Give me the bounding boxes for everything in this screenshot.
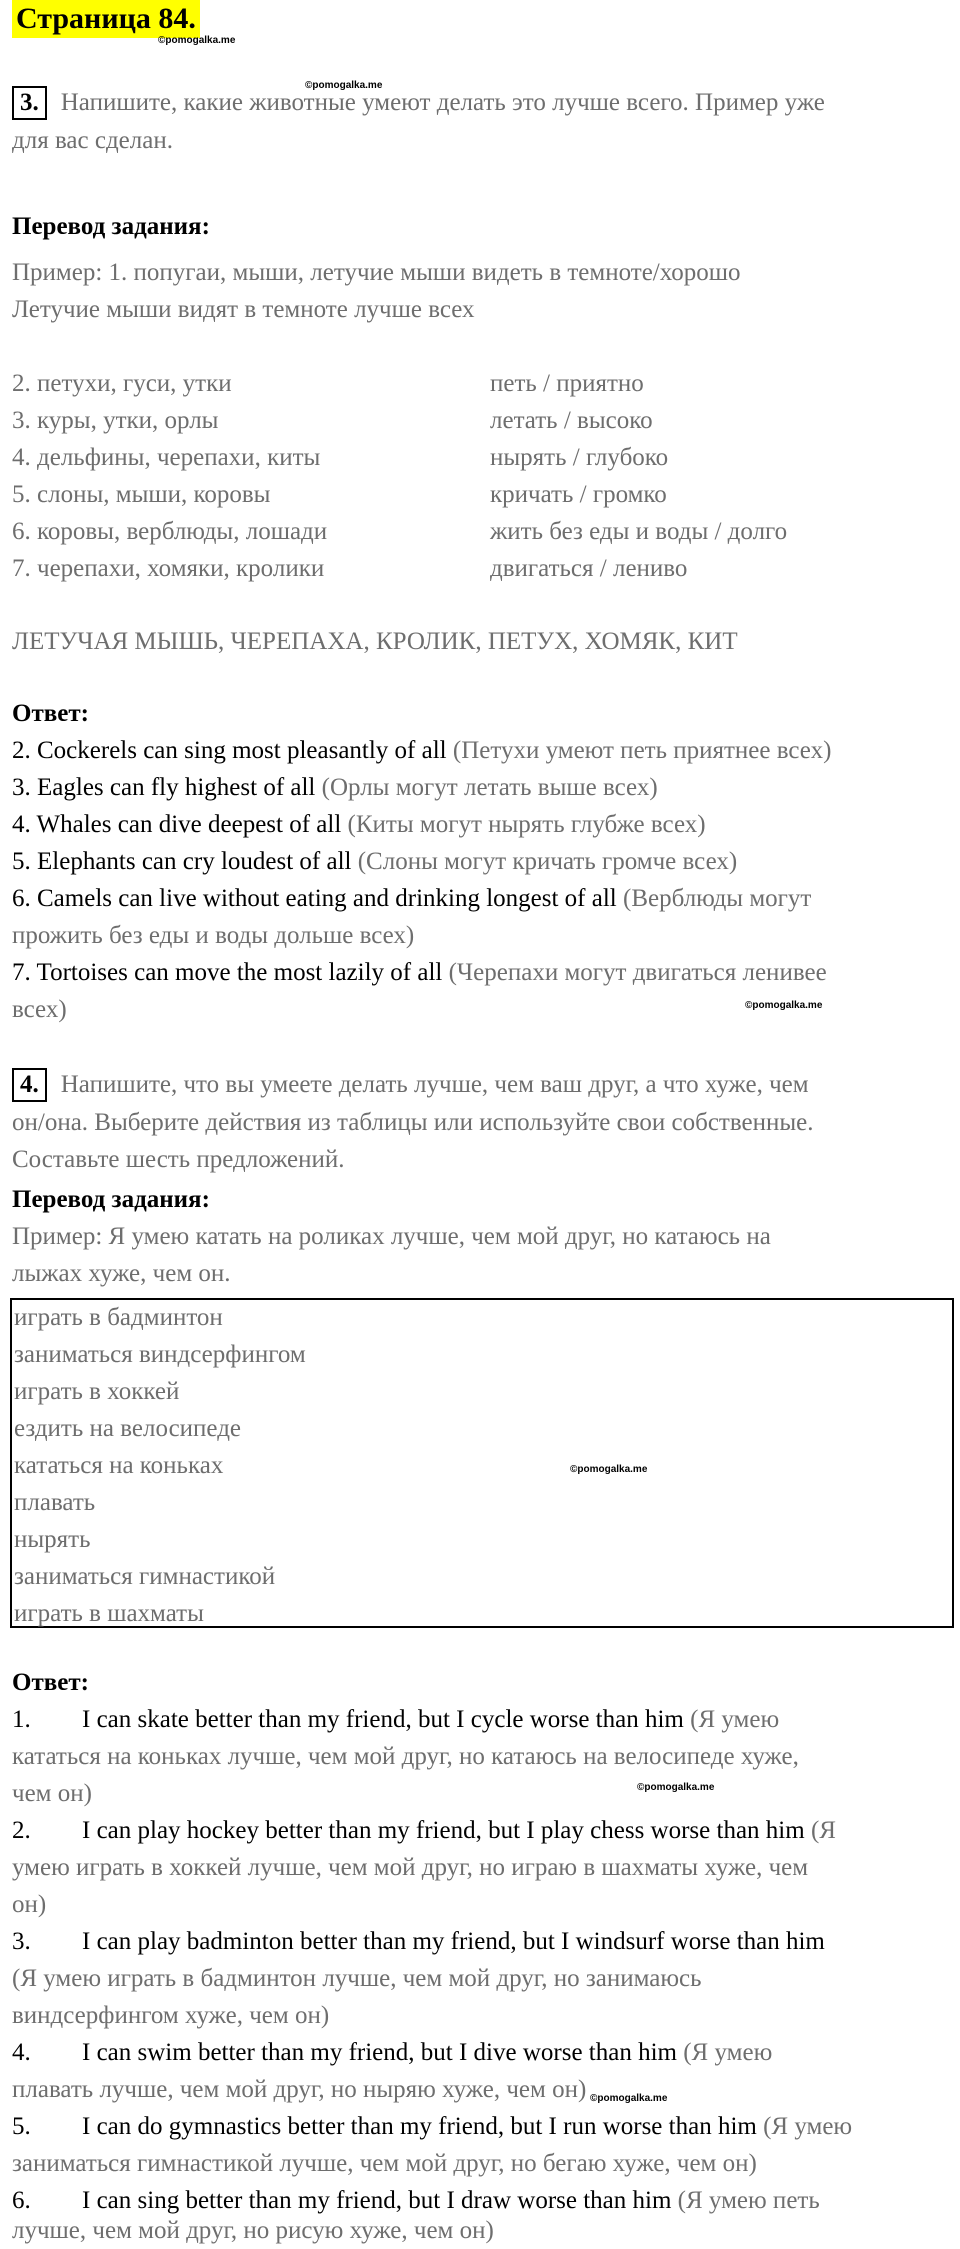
task3-item-action: летать / высоко (490, 407, 653, 434)
activities-table (10, 1298, 954, 1628)
answer-ru: (Верблюды могут (623, 885, 812, 912)
answer-en: 4. Whales can dive deepest of all (12, 811, 342, 838)
task3-answer-heading: Ответ: (12, 700, 89, 727)
task4-answer (12, 1701, 779, 1738)
answer-ru: (Петухи умеют петь приятнее всех) (452, 737, 832, 764)
answer-ru-continued: плавать лучше, чем мой друг, но ныряю хуже, чем он) (12, 2076, 587, 2103)
answer-ru: (Я (810, 1817, 836, 1844)
watermark: ©pomogalka.me (305, 80, 383, 91)
task3-item-action: нырять / глубоко (490, 444, 669, 471)
task3-example-line2: Летучие мыши видят в темноте лучше всех (12, 296, 475, 323)
task3-answer (12, 769, 658, 806)
answer-en: I can swim better than my friend, but I dive worse than him (82, 2039, 677, 2066)
task4-instruction (12, 1066, 809, 1103)
task3-number: 3. (12, 86, 47, 120)
task3-instruction-line2: для вас сделан. (12, 127, 173, 154)
task3-answer (12, 806, 706, 843)
watermark: ©pomogalka.me (570, 1464, 648, 1475)
answer-ru: (Я умею (683, 2039, 773, 2066)
task3-instruction (12, 84, 825, 121)
activity-item: играть в шахматы (14, 1600, 204, 1627)
answer-en: 3. Eagles can fly highest of all (12, 774, 316, 801)
answer-ru: (Я умею петь (677, 2187, 820, 2214)
task3-item-animals: 3. куры, утки, орлы (12, 407, 219, 434)
watermark: ©pomogalka.me (158, 35, 236, 46)
task3-word-bank: ЛЕТУЧАЯ МЫШЬ, ЧЕРЕПАХА, КРОЛИК, ПЕТУХ, ХОМЯК, КИТ (12, 628, 738, 655)
watermark: ©pomogalka.me (637, 1782, 715, 1793)
answer-en: I can play hockey better than my friend, but I play chess worse than him (82, 1817, 805, 1844)
task4-answer (12, 1923, 825, 1960)
answer-number: 2. (12, 1817, 31, 1844)
watermark: ©pomogalka.me (745, 1000, 823, 1011)
activity-item: играть в бадминтон (14, 1304, 223, 1331)
task3-item-animals: 2. петухи, гуси, утки (12, 370, 232, 397)
task3-example-line1: Пример: 1. попугаи, мыши, летучие мыши видеть в темноте/хорошо (12, 259, 741, 286)
answer-ru: (Черепахи могут двигаться ленивее (448, 959, 827, 986)
task3-answer (12, 843, 737, 880)
task3-item-action: жить без еды и воды / долго (490, 518, 788, 545)
answer-ru-continued: всех) (12, 996, 67, 1023)
answer-en: I can play badminton better than my friend, but I windsurf worse than him (82, 1928, 825, 1955)
task3-item-action: двигаться / лениво (490, 555, 688, 582)
task4-answer (12, 2108, 852, 2145)
answer-ru: (Я умею (690, 1706, 780, 1733)
answer-en: 2. Cockerels can sing most pleasantly of all (12, 737, 447, 764)
task3-instruction-line1: Напишите, какие животные умеют делать это лучше всего. Пример уже (60, 89, 825, 116)
task3-translation-heading: Перевод задания: (12, 213, 210, 240)
task4-number: 4. (12, 1068, 47, 1102)
answer-en: 5. Elephants can cry loudest of all (12, 848, 352, 875)
answer-ru-continued: лучше, чем мой друг, но рисую хуже, чем он) (12, 2217, 494, 2244)
answer-number: 3. (12, 1928, 31, 1955)
task4-instruction-line3: Составьте шесть предложений. (12, 1146, 345, 1173)
answer-ru-continued: кататься на коньках лучше, чем мой друг, но катаюсь на велосипеде хуже, (12, 1743, 799, 1770)
task3-answer (12, 880, 811, 917)
answer-number: 4. (12, 2039, 31, 2066)
activity-item: кататься на коньках (14, 1452, 224, 1479)
task3-answer (12, 732, 831, 769)
answer-ru-continued: он) (12, 1891, 47, 1918)
answer-ru-continued: чем он) (12, 1780, 92, 1807)
task4-example-line1: Пример: Я умею катать на роликах лучше, чем мой друг, но катаюсь на (12, 1223, 771, 1250)
activity-item: нырять (14, 1526, 91, 1553)
task3-answer (12, 954, 827, 991)
answer-ru: (Я умею (763, 2113, 853, 2140)
answer-ru-continued: виндсерфингом хуже, чем он) (12, 2002, 330, 2029)
task3-item-action: кричать / громко (490, 481, 667, 508)
activity-item: заниматься гимнастикой (14, 1563, 276, 1590)
answer-ru: (Слоны могут кричать громче всех) (357, 848, 738, 875)
task3-item-animals: 5. слоны, мыши, коровы (12, 481, 271, 508)
answer-ru-continued: заниматься гимнастикой лучше, чем мой друг, но бегаю хуже, чем он) (12, 2150, 757, 2177)
task3-item-animals: 7. черепахи, хомяки, кролики (12, 555, 325, 582)
task4-answer (12, 1812, 836, 1849)
task3-item-action: петь / приятно (490, 370, 644, 397)
answer-ru: (Орлы могут летать выше всех) (321, 774, 658, 801)
answer-ru-continued: (Я умею играть в бадминтон лучше, чем мой друг, но занимаюсь (12, 1965, 702, 1992)
task3-item-animals: 4. дельфины, черепахи, киты (12, 444, 321, 471)
answer-en: I can sing better than my friend, but I draw worse than him (82, 2187, 672, 2214)
task4-translation-heading: Перевод задания: (12, 1186, 210, 1213)
answer-en: I can skate better than my friend, but I cycle worse than him (82, 1706, 684, 1733)
answer-number: 6. (12, 2187, 31, 2214)
activity-item: плавать (14, 1489, 96, 1516)
answer-number: 5. (12, 2113, 31, 2140)
task4-instruction-line1: Напишите, что вы умеете делать лучше, чем ваш друг, а что хуже, чем (60, 1071, 809, 1098)
activity-item: ездить на велосипеде (14, 1415, 242, 1442)
task4-answer (12, 2034, 772, 2071)
page-title: Страница 84. (12, 0, 200, 38)
task4-instruction-line2: он/она. Выберите действия из таблицы или используйте свои собственные. (12, 1109, 814, 1136)
task3-item-animals: 6. коровы, верблюды, лошади (12, 518, 328, 545)
answer-ru: (Киты могут нырять глубже всех) (347, 811, 706, 838)
answer-ru-continued: прожить без еды и воды дольше всех) (12, 922, 415, 949)
activity-item: заниматься виндсерфингом (14, 1341, 306, 1368)
answer-number: 1. (12, 1706, 31, 1733)
answer-en: 7. Tortoises can move the most lazily of all (12, 959, 443, 986)
watermark: ©pomogalka.me (590, 2093, 668, 2104)
task4-answer-heading: Ответ: (12, 1669, 89, 1696)
answer-en: 6. Camels can live without eating and drinking longest of all (12, 885, 617, 912)
answer-ru-continued: умею играть в хоккей лучше, чем мой друг, но играю в шахматы хуже, чем (12, 1854, 809, 1881)
activity-item: играть в хоккей (14, 1378, 180, 1405)
answer-en: I can do gymnastics better than my friend, but I run worse than him (82, 2113, 757, 2140)
task4-example-line2: лыжах хуже, чем он. (12, 1260, 231, 1287)
